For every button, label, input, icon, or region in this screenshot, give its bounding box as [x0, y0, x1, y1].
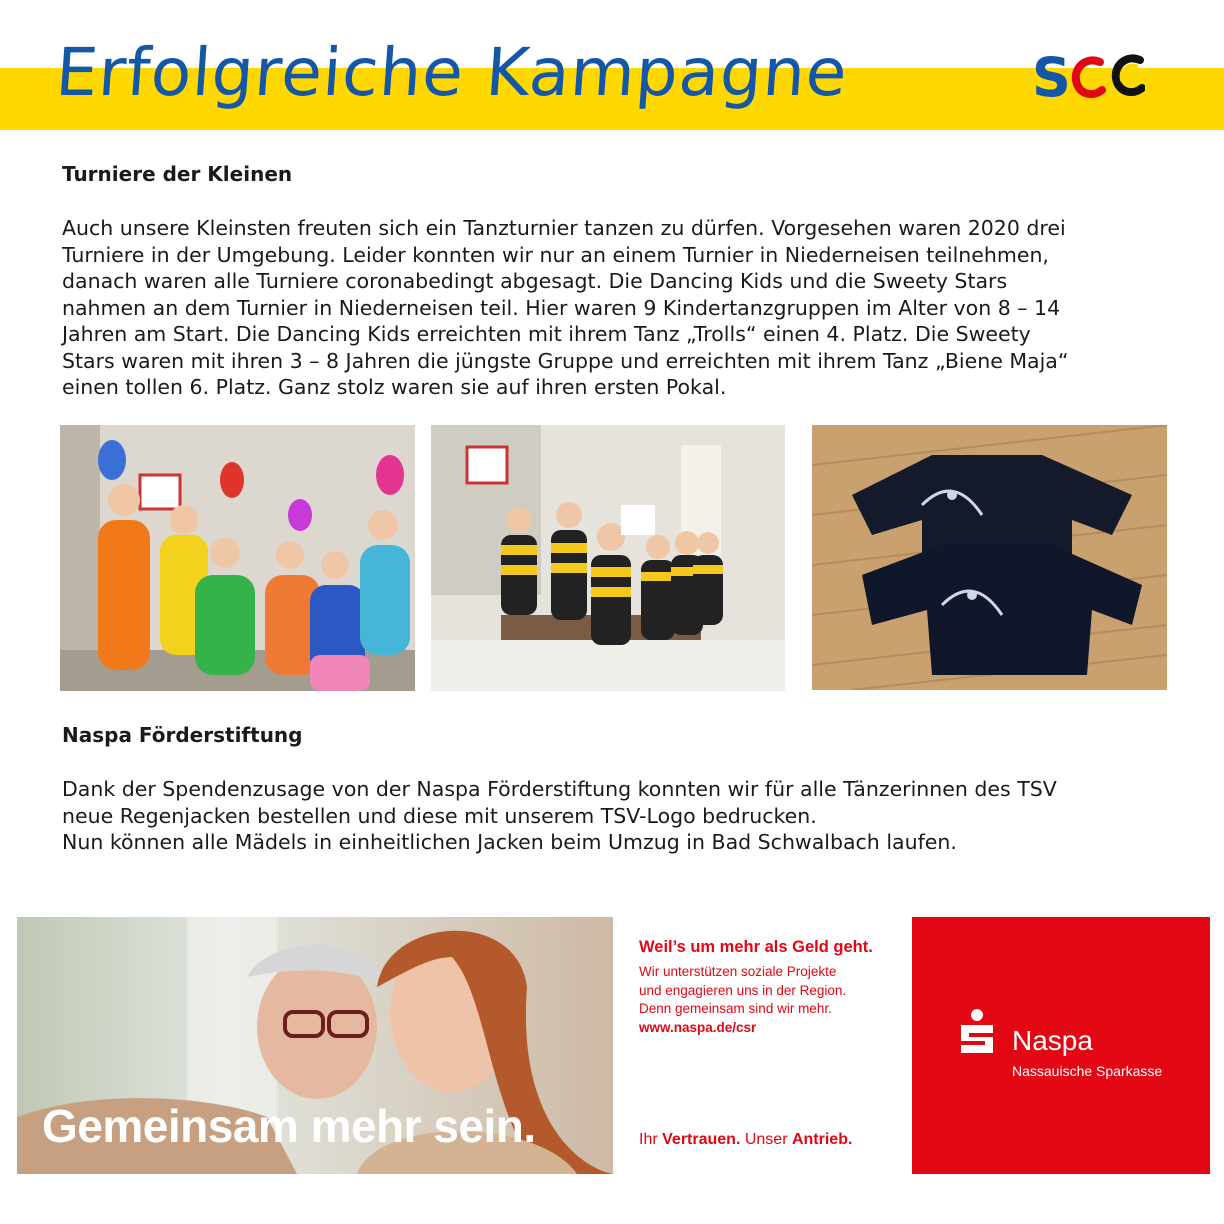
sparkasse-icon	[958, 1009, 996, 1055]
paragraph-naspa	[62, 776, 1172, 856]
ad-body-line: und engagieren uns in der Region.	[639, 982, 847, 998]
text-line: nahmen an dem Turnier in Niederneisen teil. Hier waren 9 Kindertanzgruppen im Alter von 8 – 14	[62, 295, 1061, 320]
text-line: Auch unsere Kleinsten freuten sich ein Tanzturnier tanzen zu dürfen. Vorgesehen waren 2020 drei	[62, 216, 1066, 240]
text-line: einen tollen 6. Platz. Ganz stolz waren sie auf ihren ersten Pokal.	[62, 375, 727, 399]
ad-claim-part: Ihr	[639, 1131, 663, 1148]
photo-dancing-kids-trolls	[60, 425, 415, 691]
text-line: Jahren am Start. Die Dancing Kids erreichten mit ihrem Tanz „Trolls“ einen 4. Platz. Die Sweety	[62, 322, 1031, 346]
ad-url-link[interactable]: www.naspa.de/csr	[639, 1019, 757, 1035]
ad-photo	[17, 917, 613, 1174]
ad-body-line: Wir unterstützen soziale Projekte	[639, 964, 837, 979]
paragraph-turniere	[62, 215, 1172, 401]
page-title: Erfolgreiche Kampagne	[53, 34, 851, 111]
ad-claim-part: Unser	[740, 1131, 792, 1148]
text-line: Stars waren mit ihren 3 – 8 Jahren die jüngste Gruppe und erreichten mit ihrem Tanz „Biene Maja“	[62, 348, 1069, 373]
photo-sweety-stars-biene-maja	[431, 425, 785, 691]
text-line: Dank der Spendenzusage von der Naspa Förderstiftung konnten wir für alle Tänzerinnen des TSV	[62, 777, 1057, 801]
naspa-brand-name: Naspa	[1012, 1025, 1093, 1056]
naspa-brand-sub: Nassauische Sparkasse	[1012, 1063, 1163, 1079]
ad-body-line: Denn gemeinsam sind wir mehr.	[639, 1001, 832, 1016]
ad-copy	[639, 938, 901, 1037]
text-line: Turniere in der Umgebung. Leider konnten wir nur an einem Turnier in Niederneisen teilnehmen,	[62, 242, 1049, 267]
section-title-naspa: Naspa Förderstiftung	[62, 723, 303, 747]
text-line: danach waren alle Turniere coronabedingt abgesagt. Die Dancing Kids und die Sweety Stars	[62, 269, 1008, 293]
ad-headline: Weil’s um mehr als Geld geht.	[639, 938, 873, 956]
ad-claim	[639, 1131, 852, 1149]
club-logo	[1030, 44, 1145, 106]
naspa-logo-box	[912, 917, 1210, 1174]
text-line: Nun können alle Mädels in einheitlichen Jacken beim Umzug in Bad Schwalbach laufen.	[62, 830, 957, 854]
ad-claim-part: Vertrauen.	[662, 1131, 741, 1148]
section-title-turniere: Turniere der Kleinen	[62, 162, 293, 186]
ad-slogan: Gemeinsam mehr sein.	[42, 1100, 536, 1152]
ad-claim-part: Antrieb.	[791, 1131, 853, 1148]
text-line: neue Regenjacken bestellen und diese mit unserem TSV-Logo bedrucken.	[62, 803, 817, 828]
logo-letter-s: S	[1032, 46, 1071, 106]
photo-tsv-rain-jackets	[812, 425, 1167, 690]
